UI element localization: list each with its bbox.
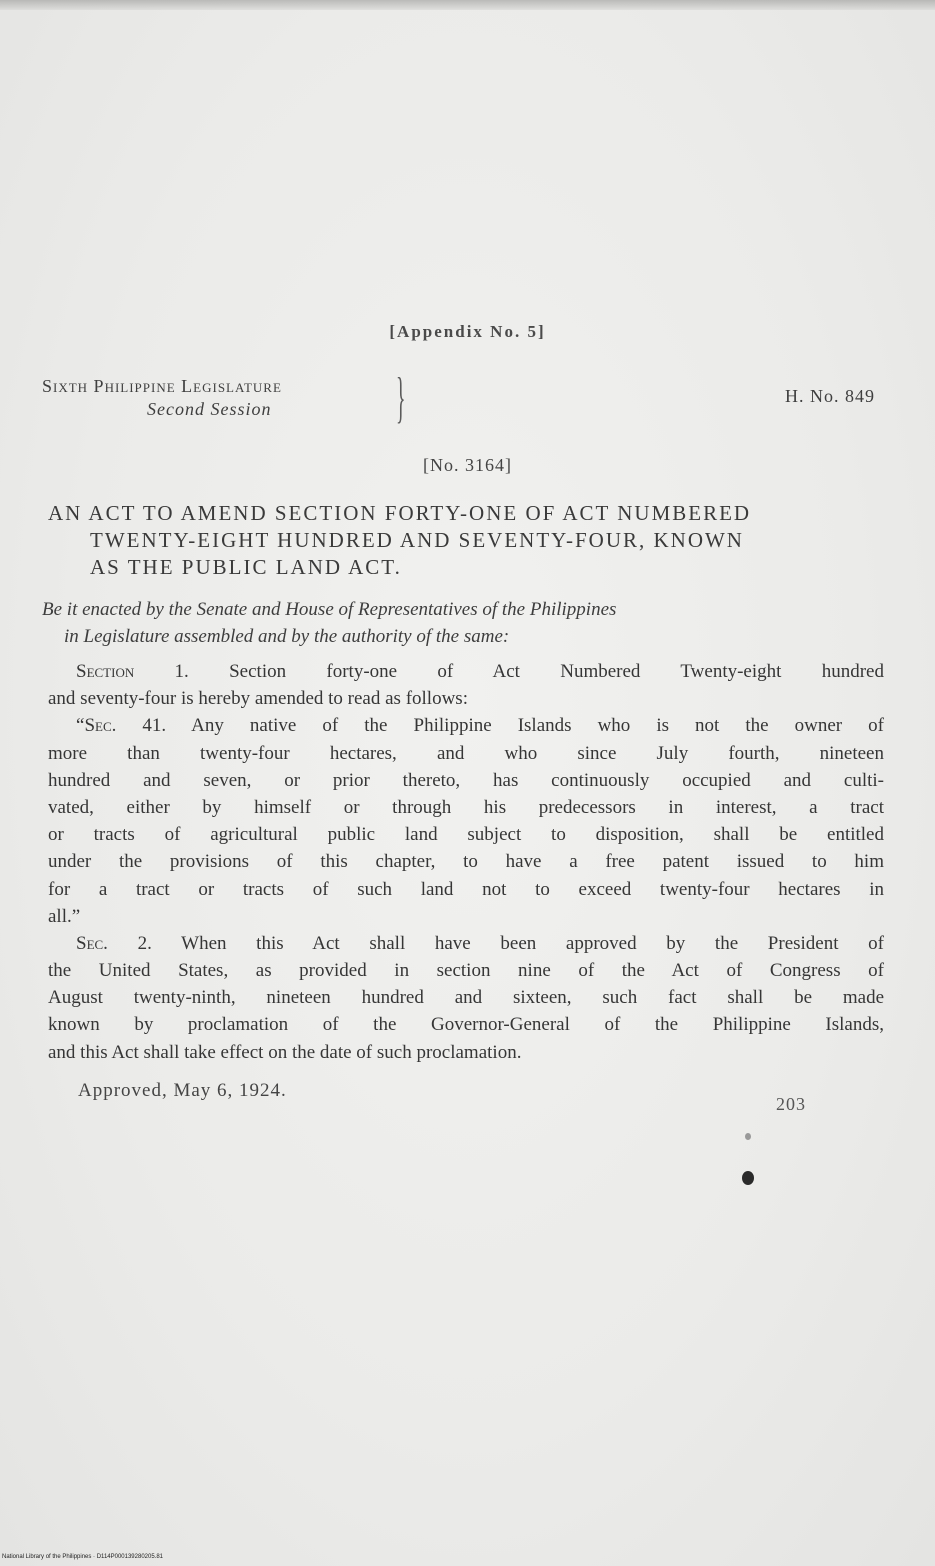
bill-number: H. No. 849 xyxy=(785,386,875,406)
sec-41-line: hundred and seven, or prior thereto, has continuously occupied and culti- xyxy=(48,769,884,791)
enacting-clause-line: in Legislature assembled and by the authority of the same: xyxy=(64,626,510,647)
sec-41-line: under the provisions of this chapter, to have a free patent issued to him xyxy=(48,851,884,873)
quote-mark: “ xyxy=(76,715,85,737)
section-1-text: 1. Section forty-one of Act Numbered Twenty-eight hundred xyxy=(134,661,884,682)
enacting-clause xyxy=(42,596,892,650)
section-2-line: known by proclamation of the Governor-General of the Philippine Islands, xyxy=(48,1014,884,1036)
page-number: 203 xyxy=(776,1094,806,1114)
sec-41-line xyxy=(48,712,884,739)
scan-footer: National Library of the Philippines · D114P000139280205.81 xyxy=(2,1554,164,1560)
section-2-line: and this Act shall take effect on the date of such proclamation. xyxy=(48,1041,522,1063)
legislature-name: Sixth Philippine Legislature xyxy=(42,376,282,396)
ink-spot xyxy=(745,1133,751,1140)
brace-glyph: } xyxy=(396,367,406,429)
sec-41-line: or tracts of agricultural public land subject to disposition, shall be entitled xyxy=(48,824,884,846)
sec-41-line: for a tract or tracts of such land not to exceed twenty-four hectares in xyxy=(48,878,884,900)
act-title xyxy=(48,500,888,581)
section-2-line: the United States, as provided in section nine of the Act of Congress of xyxy=(48,960,884,982)
sec-41-text: 41. Any native of the Philippine Islands who is not the owner of xyxy=(116,715,884,737)
ink-spot xyxy=(742,1171,754,1185)
act-number: [No. 3164] xyxy=(423,455,512,475)
section-2-line: August twenty-ninth, nineteen hundred and sixteen, such fact shall be made xyxy=(48,987,884,1009)
sec-41-line: more than twenty-four hectares, and who since July fourth, nineteen xyxy=(48,742,884,764)
sec-41-line: all.” xyxy=(48,905,81,927)
act-title-line: TWENTY-EIGHT HUNDRED AND SEVENTY-FOUR, KNOWN xyxy=(90,528,744,552)
enacting-clause-line: Be it enacted by the Senate and House of Representatives of the Philippines xyxy=(42,599,617,620)
section-1-label: Section xyxy=(76,661,135,682)
section-1-line xyxy=(48,658,884,685)
approval-date: Approved, May 6, 1924. xyxy=(78,1080,287,1101)
scan-edge xyxy=(0,0,935,10)
sec-41-line: vated, either by himself or through his predecessors in interest, a tract xyxy=(48,796,884,818)
appendix-heading: [Appendix No. 5] xyxy=(389,322,546,341)
section-2-text: 2. When this Act shall have been approved by the President of xyxy=(107,932,884,954)
act-body xyxy=(48,658,884,1066)
sec-41-label: Sec. xyxy=(84,715,117,737)
act-title-line: AS THE PUBLIC LAND ACT. xyxy=(90,555,402,579)
section-2-line xyxy=(48,930,884,957)
act-title-line: AN ACT TO AMEND SECTION FORTY-ONE OF ACT NUMBERED xyxy=(48,501,752,525)
section-2-label: Sec. xyxy=(76,932,108,954)
session-name: Second Session xyxy=(147,399,272,419)
legislature-block xyxy=(42,376,402,420)
section-1-line: and seventy-four is hereby amended to read as follows: xyxy=(48,688,468,710)
